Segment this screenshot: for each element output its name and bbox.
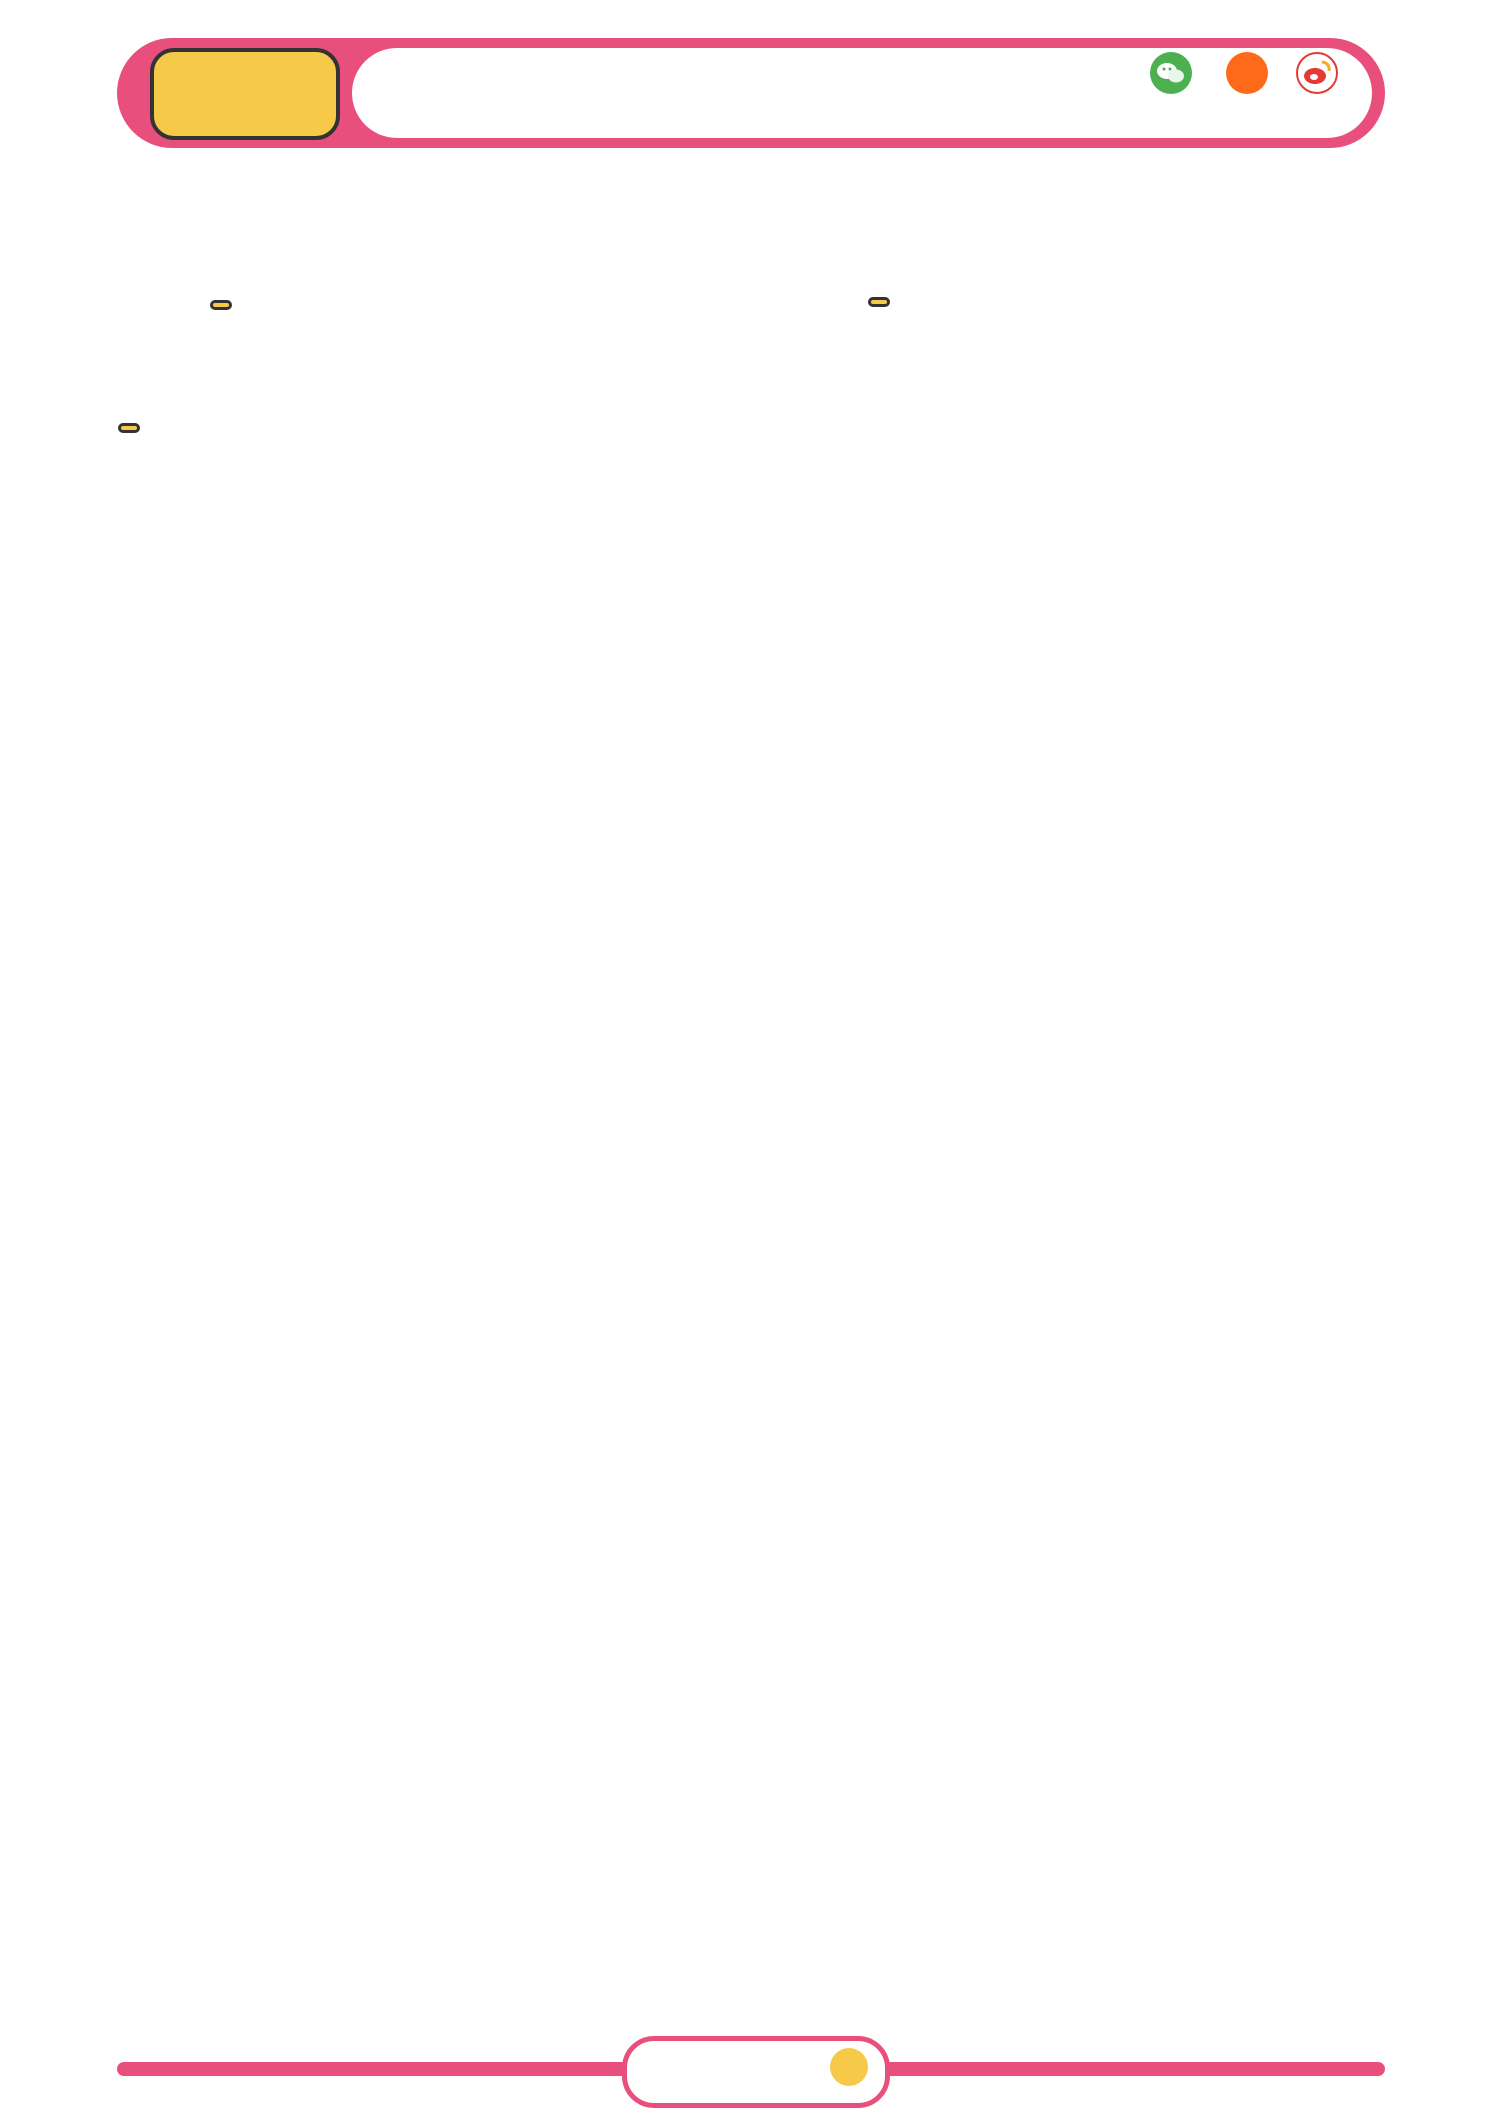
page-number [830,2048,868,2086]
brand-logo [150,46,340,142]
wechat-icon[interactable] [1150,52,1192,94]
social-labels [1140,96,1340,111]
chords-badge [210,300,232,310]
title-panel [352,48,1372,138]
key-info [157,190,179,218]
taobao-icon[interactable] [1226,52,1268,94]
intro-tab [190,398,1370,498]
credits [920,190,942,218]
rhythm-pattern [985,275,1295,365]
weibo-icon[interactable] [1296,52,1338,94]
rhythm-badge [868,297,890,307]
chord-diagrams [290,270,830,360]
intro-badge [118,423,140,433]
